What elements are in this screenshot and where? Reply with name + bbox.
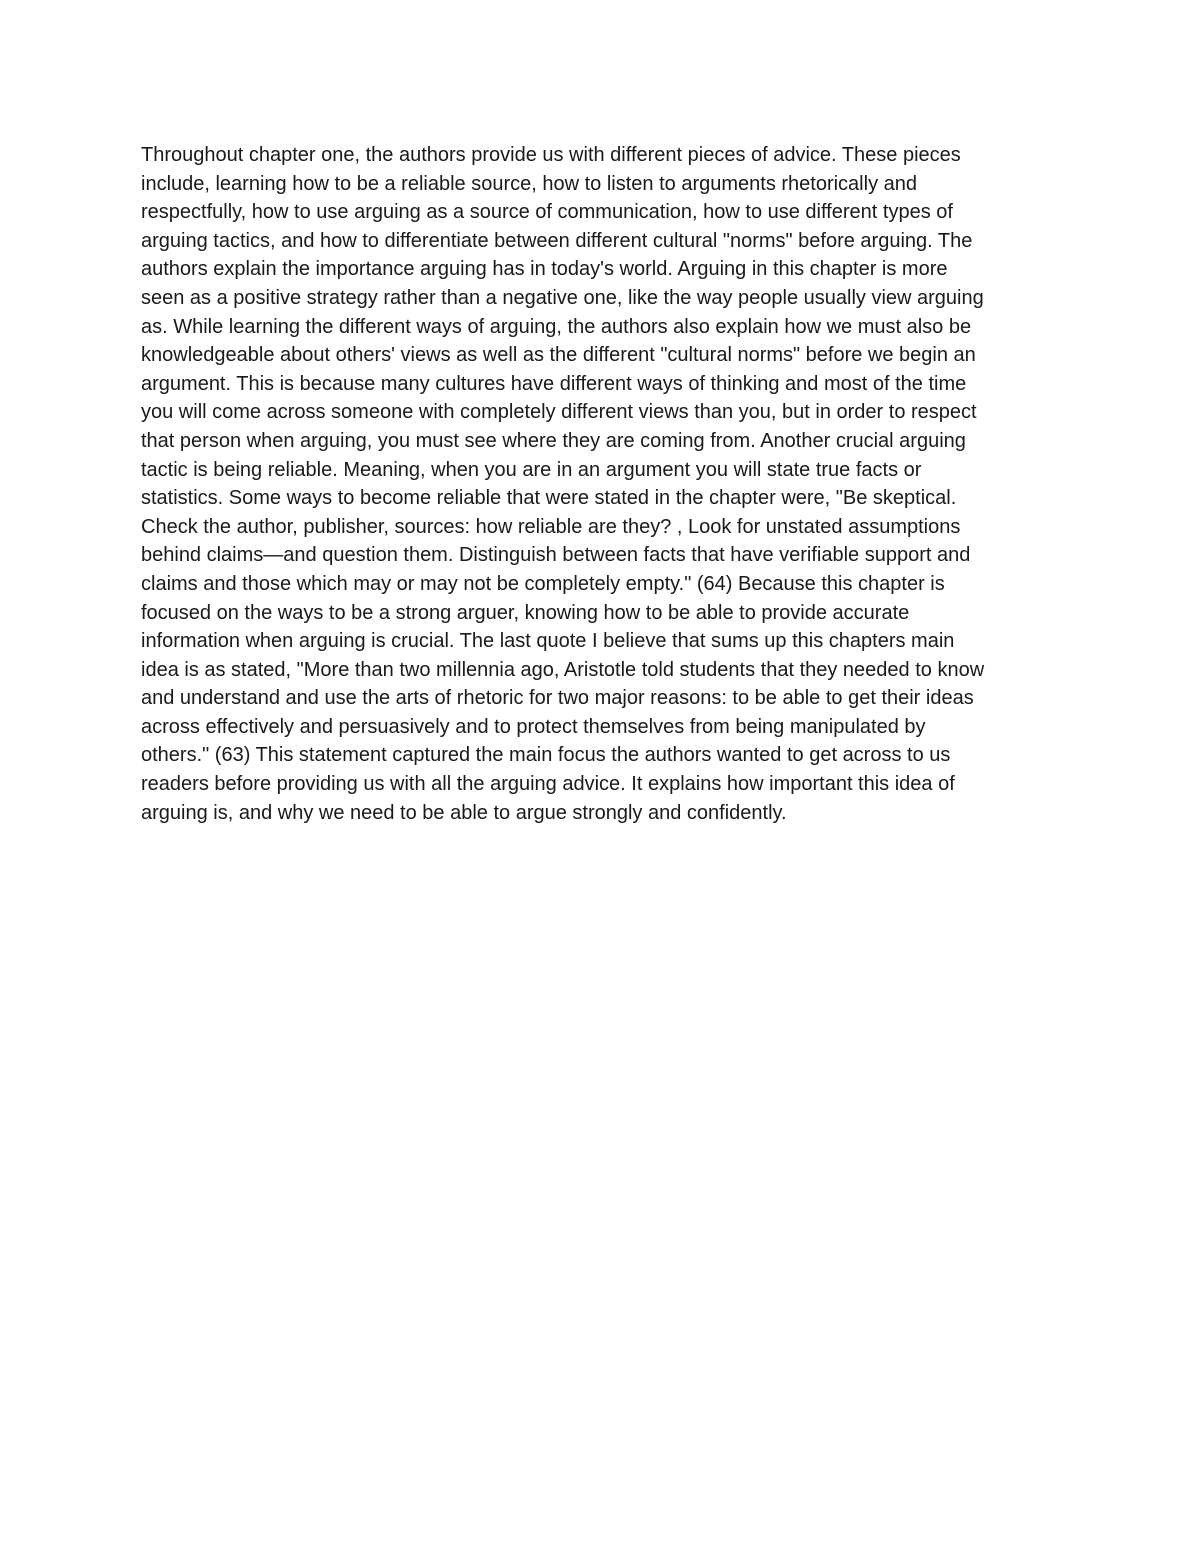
text-line: knowledgeable about others' views as well as the different "cultural norms" before we begin an [141,344,976,367]
text-line: focused on the ways to be a strong arguer, knowing how to be able to provide accurate [141,601,910,624]
text-line: claims and those which may or may not be completely empty." (64) Because this chapter is [141,572,945,595]
text-line: behind claims—and question them. Distinguish between facts that have verifiable support and [141,544,971,567]
text-line: authors explain the importance arguing has in today's world. Arguing in this chapter is more [141,258,948,281]
text-line: idea is as stated, "More than two millennia ago, Aristotle told students that they needed to know [141,658,985,681]
text-line: across effectively and persuasively and to protect themselves from being manipulated by [141,715,926,738]
text-line: information when arguing is crucial. The last quote I believe that sums up this chapters main [141,630,955,653]
text-line: you will come across someone with completely different views than you, but in order to respect [141,401,977,424]
text-line: arguing is, and why we need to be able to argue strongly and confidently. [141,801,787,824]
text-line: and understand and use the arts of rhetoric for two major reasons: to be able to get their ideas [141,687,974,710]
text-line: statistics. Some ways to become reliable that were stated in the chapter were, "Be skeptical. [141,487,957,510]
text-line: readers before providing us with all the arguing advice. It explains how important this idea of [141,773,955,796]
text-line: tactic is being reliable. Meaning, when you are in an argument you will state true facts or [141,458,922,481]
text-line: others." (63) This statement captured the main focus the authors wanted to get across to us [141,744,951,767]
body-paragraph [141,141,1071,827]
text-line: argument. This is because many cultures have different ways of thinking and most of the time [141,372,967,395]
text-line: respectfully, how to use arguing as a source of communication, how to use different types of [141,201,953,224]
text-line: Throughout chapter one, the authors provide us with different pieces of advice. These pieces [141,144,961,166]
text-line: seen as a positive strategy rather than a negative one, like the way people usually view arguing [141,286,984,309]
text-line: arguing tactics, and how to differentiate between different cultural "norms" before arguing. The [141,229,973,252]
text-line: as. While learning the different ways of arguing, the authors also explain how we must also be [141,315,972,338]
text-line: Check the author, publisher, sources: how reliable are they? , Look for unstated assumptions [141,515,961,538]
text-line: that person when arguing, you must see where they are coming from. Another crucial arguing [141,429,966,452]
text-line: include, learning how to be a reliable source, how to listen to arguments rhetorically and [141,172,917,195]
